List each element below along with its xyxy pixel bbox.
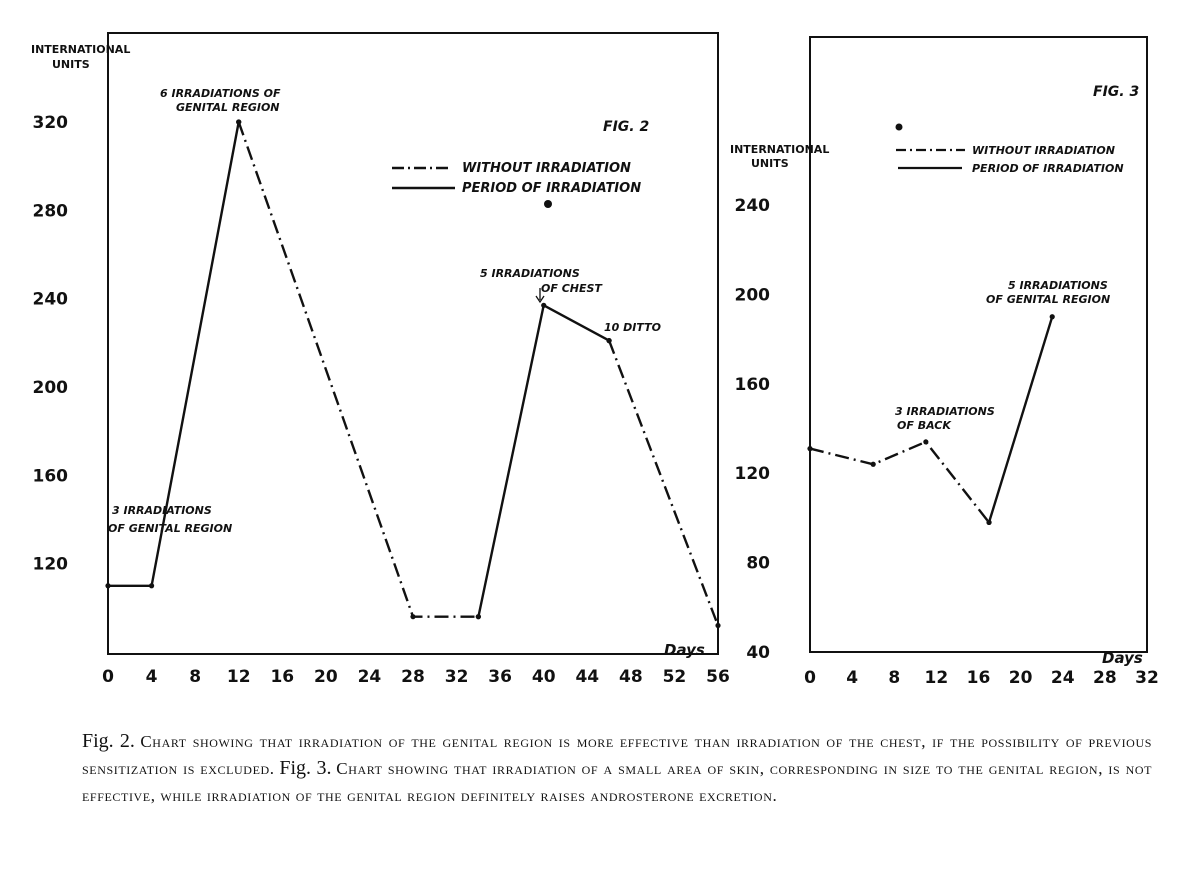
fig3-x-tick-8: 8 (888, 668, 901, 688)
fig2-y-tick-labels (33, 113, 69, 575)
fig2-ann-10-ditto: 10 DITTO (604, 321, 661, 334)
fig2-legend-solid-label: PERIOD OF IRRADIATION (462, 181, 642, 196)
fig2-point-2-1 (149, 583, 154, 588)
fig2-chart (31, 33, 730, 687)
fig2-x-tick-56: 56 (706, 667, 730, 687)
fig2-x-tick-24: 24 (357, 667, 382, 687)
fig2-x-tick-36: 36 (488, 667, 512, 687)
fig2-ann-3-irr-line1: 3 IRRADIATIONS (112, 504, 212, 517)
fig3-point-0-1 (871, 462, 876, 467)
fig2-x-tick-44: 44 (575, 667, 600, 687)
fig3-legend-dashed-label: WITHOUT IRRADIATION (972, 144, 1115, 157)
fig2-series-3-solid (478, 305, 609, 616)
fig2-ylabel-line2: UNITS (52, 58, 90, 71)
fig3-point-0-2 (923, 439, 928, 444)
fig3-ann-5-gen-line1: 5 IRRADIATIONS (1008, 279, 1108, 292)
fig2-days-label: Days (664, 641, 705, 659)
fig2-y-tick-160: 160 (32, 466, 68, 487)
fig2-x-tick-labels (102, 667, 730, 687)
fig3-x-tick-32: 32 (1135, 668, 1159, 688)
fig3-x-tick-24: 24 (1050, 668, 1075, 688)
fig2-ann-5-chest-line2: OF CHEST (541, 282, 602, 295)
fig3-y-tick-120: 120 (734, 464, 770, 485)
fig3-x-tick-4: 4 (846, 668, 859, 688)
fig3-point-0-0 (807, 446, 812, 451)
caption-fig2-text: Chart showing that irradiation of the genital region is more effective than irradiation of the chest, if the possibility of previous sensitization is excluded. (82, 732, 1152, 778)
fig3-y-tick-240: 240 (734, 196, 770, 216)
fig2-title: FIG. 2 (603, 119, 650, 135)
fig3-x-tick-20: 20 (1008, 668, 1033, 688)
fig2-ann-5-chest-line1: 5 IRRADIATIONS (480, 267, 580, 280)
fig2-series-0-dash-dot (239, 122, 479, 617)
fig2-ann-6-irr-line1: 6 IRRADIATIONS OF (160, 87, 281, 100)
fig2-ann-3-irr-line2: OF GENITAL REGION (108, 522, 233, 535)
fig2-x-tick-16: 16 (270, 667, 295, 687)
caption-fig3-label: Fig. 3. (279, 757, 332, 779)
fig3-plot-frame (810, 37, 1147, 652)
fig3-y-tick-40: 40 (746, 643, 770, 663)
fig2-y-tick-320: 320 (32, 113, 68, 133)
fig3-ann-back-line1: 3 IRRADIATIONS (895, 405, 995, 418)
fig3-ann-back-line2: OF BACK (897, 419, 951, 432)
fig2-y-tick-120: 120 (32, 554, 68, 575)
fig2-x-tick-28: 28 (401, 667, 425, 687)
fig2-y-tick-200: 200 (32, 378, 68, 398)
fig2-stray-dot (544, 200, 552, 208)
figure-caption (82, 728, 1152, 809)
fig2-point-2-2 (236, 119, 241, 124)
fig3-legend (896, 124, 1124, 176)
fig3-point-1-1 (1050, 314, 1055, 319)
fig3-x-tick-16: 16 (966, 668, 991, 688)
fig2-point-3-2 (606, 338, 611, 343)
fig3-ylabel-line1: INTERNATIONAL (730, 143, 830, 156)
fig3-ylabel-line2: UNITS (751, 157, 789, 170)
fig3-series-0-dash-dot (810, 442, 989, 523)
fig3-series-1-solid (989, 317, 1052, 523)
caption-fig3-text: Chart showing that irradiation of a small area of skin, corresponding in size to the genital region, is not effective, while irradiation of the genital region definitely raises androsterone excretion. (82, 759, 1153, 805)
fig2-x-tick-8: 8 (189, 667, 202, 687)
fig2-point-3-0 (476, 614, 481, 619)
fig3-x-tick-0: 0 (804, 668, 816, 688)
fig2-x-tick-20: 20 (314, 667, 338, 687)
fig2-point-2-0 (105, 583, 110, 588)
fig3-x-tick-labels (804, 668, 1159, 688)
fig3-stray-dot (896, 124, 903, 131)
fig2-y-tick-240: 240 (32, 289, 68, 310)
fig3-ann-5-gen-line2: OF GENITAL REGION (986, 293, 1111, 306)
fig2-legend (392, 161, 641, 208)
fig3-chart (730, 37, 1159, 688)
fig2-x-tick-40: 40 (531, 667, 556, 687)
fig3-y-tick-labels (735, 196, 771, 663)
fig2-series-1-dash-dot (609, 341, 718, 626)
fig2-ylabel-line1: INTERNATIONAL (31, 43, 131, 56)
fig3-y-tick-80: 80 (746, 553, 770, 574)
fig3-y-tick-200: 200 (734, 285, 770, 306)
fig2-point-0-1 (410, 614, 415, 619)
fig2-x-tick-4: 4 (145, 667, 158, 687)
caption-fig2-label: Fig. 2. (82, 730, 135, 752)
fig2-ann-6-irr-line2: GENITAL REGION (176, 101, 280, 114)
fig2-x-tick-0: 0 (102, 667, 114, 687)
fig2-y-tick-280: 280 (32, 201, 68, 222)
fig3-legend-solid-label: PERIOD OF IRRADIATION (972, 162, 1124, 175)
fig3-days-label: Days (1102, 649, 1143, 667)
fig3-title: FIG. 3 (1093, 84, 1140, 100)
fig3-y-tick-160: 160 (734, 374, 770, 395)
fig3-point-1-0 (986, 520, 991, 525)
fig2-point-3-1 (541, 303, 546, 308)
fig2-point-1-1 (715, 623, 720, 628)
fig3-x-tick-12: 12 (924, 668, 949, 688)
fig2-legend-dashed-label: WITHOUT IRRADIATION (462, 161, 631, 176)
fig3-x-tick-28: 28 (1093, 668, 1117, 688)
fig2-x-tick-12: 12 (226, 667, 251, 687)
fig2-x-tick-48: 48 (619, 667, 643, 687)
fig2-x-tick-32: 32 (444, 667, 469, 687)
fig2-x-tick-52: 52 (662, 667, 687, 687)
